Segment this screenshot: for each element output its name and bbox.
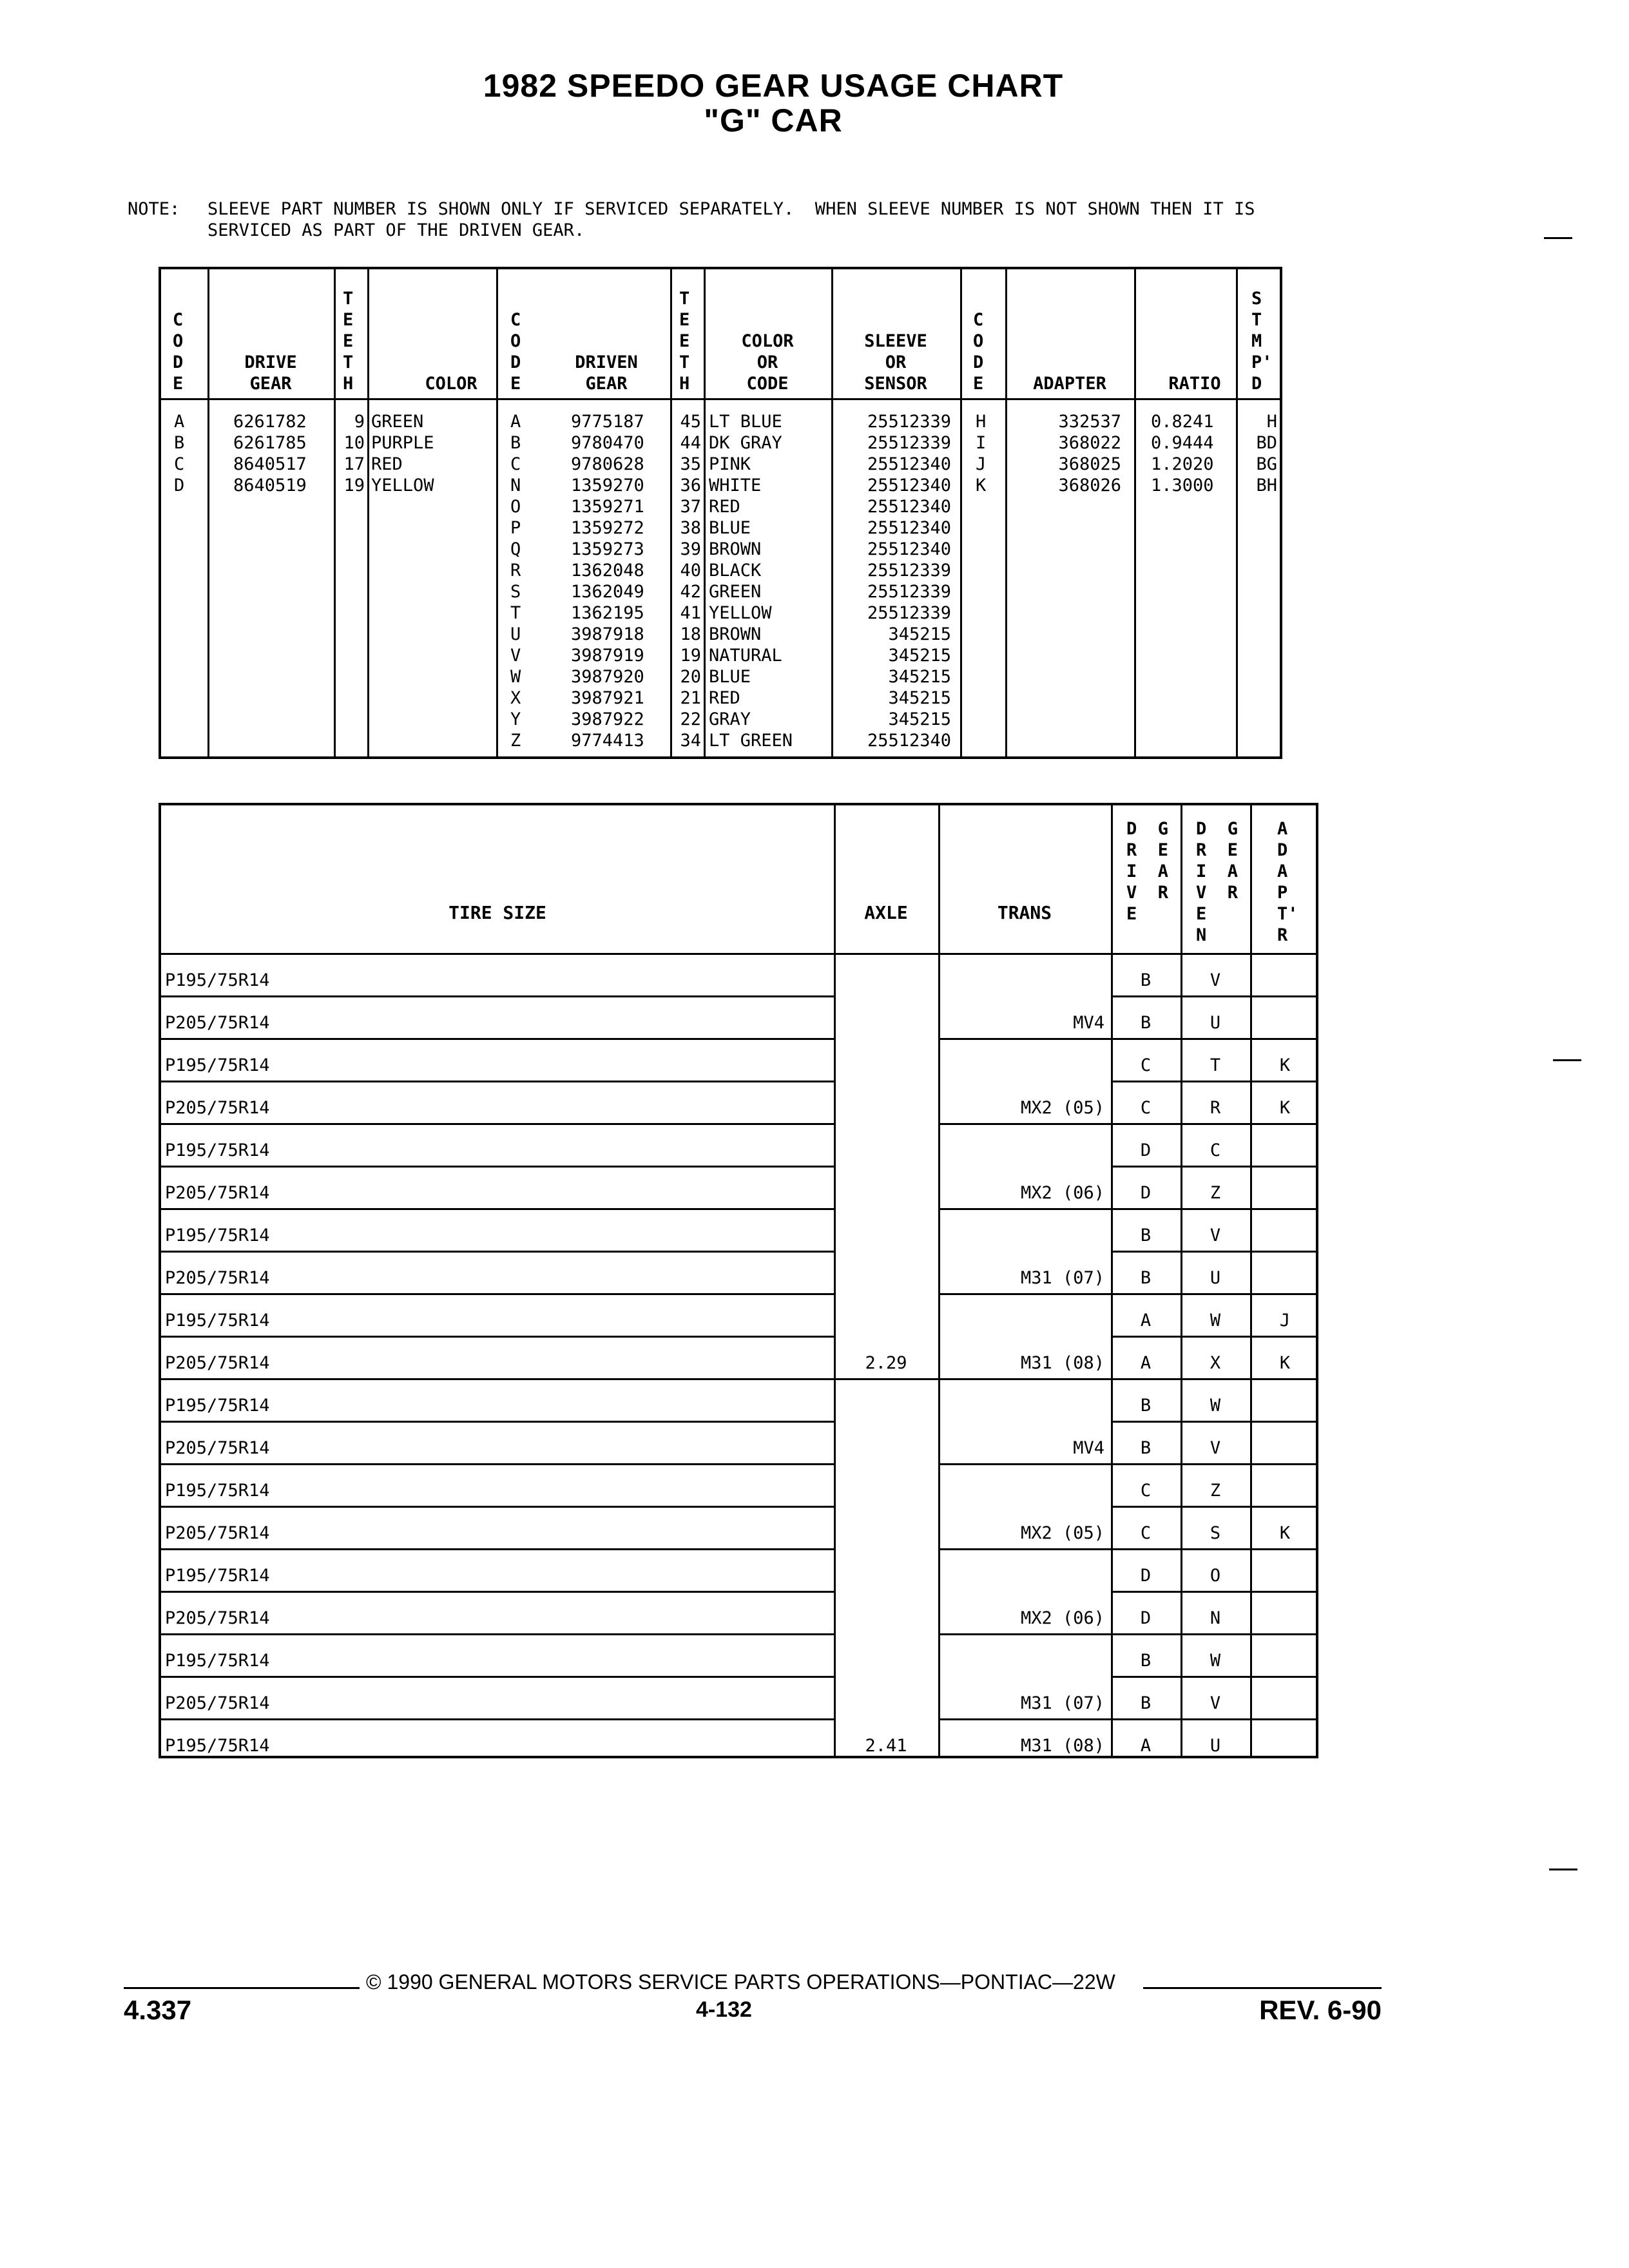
header-color: COLOR bbox=[425, 374, 477, 394]
footer-page-number: 4-132 bbox=[696, 1997, 752, 2022]
drive-gear-cell: D bbox=[1140, 1183, 1152, 1203]
driven-teeth: 45 44 35 36 37 38 39 40 42 41 18 19 20 21 22 34 bbox=[680, 412, 701, 751]
drive-gear-cell: C bbox=[1140, 1481, 1152, 1501]
tire-size-cell: P205/75R14 bbox=[165, 1098, 270, 1118]
drive-gear-cell: B bbox=[1140, 1396, 1152, 1416]
tire-size-cell: P195/75R14 bbox=[165, 1311, 270, 1331]
header-drive-gear: DRIVE GEAR bbox=[244, 352, 297, 394]
driven-codes: A B C N O P Q R S T U V W X Y Z bbox=[510, 412, 521, 751]
driven-gear-cell: C bbox=[1210, 1140, 1221, 1160]
footer-copyright: © 1990 GENERAL MOTORS SERVICE PARTS OPERATIONS—PONTIAC—22W bbox=[366, 1970, 1115, 1994]
trans-label: MV4 bbox=[1073, 1438, 1104, 1458]
driven-gear-cell: W bbox=[1210, 1396, 1221, 1416]
drive-gear-cell: D bbox=[1140, 1566, 1152, 1586]
driven-gear-cell: X bbox=[1210, 1353, 1221, 1373]
drive-gear-cell: B bbox=[1140, 1013, 1152, 1033]
adapter-numbers: 332537 368022 368025 368026 bbox=[1058, 412, 1121, 495]
margin-mark bbox=[1549, 1869, 1577, 1870]
driven-gear-cell: W bbox=[1210, 1651, 1221, 1671]
sleeve-numbers: 25512339 25512339 25512340 25512340 25512340 25512340 25512340 25512339 25512339 25512339 345215 345215 345215 345215 345215 25512340 bbox=[867, 412, 951, 751]
drive-gear-cell: B bbox=[1140, 970, 1152, 990]
header-teeth: T E E T H bbox=[679, 289, 690, 394]
driven-gear-cell: U bbox=[1210, 1268, 1221, 1288]
tire-size-cell: P205/75R14 bbox=[165, 1693, 270, 1713]
trans-label: MX2 (06) bbox=[1020, 1183, 1104, 1203]
adapter-codes: H I J K bbox=[976, 412, 987, 495]
drive-colors: GREEN PURPLE RED YELLOW bbox=[371, 412, 434, 495]
driven-gear-cell: N bbox=[1210, 1608, 1221, 1628]
adapter-cell: K bbox=[1279, 1353, 1291, 1373]
tire-size-cell: P195/75R14 bbox=[165, 970, 270, 990]
trans-label: MV4 bbox=[1073, 1013, 1104, 1033]
header-color-or-code: COLOR OR CODE bbox=[741, 331, 794, 394]
header-drive-gear: D G R E I A V R E bbox=[1126, 819, 1169, 924]
driven-gears: 9775187 9780470 9780628 1359270 1359271 1359272 1359273 1362048 1362049 1362195 3987918 3987919 3987920 3987921 3987922 9774413 bbox=[571, 412, 644, 751]
drive-gear-cell: C bbox=[1140, 1098, 1152, 1118]
adapter-cell: J bbox=[1279, 1311, 1291, 1331]
axle-ratio: 2.41 bbox=[865, 1736, 907, 1756]
tire-size-cell: P195/75R14 bbox=[165, 1055, 270, 1075]
header-code: C O D E bbox=[973, 310, 984, 394]
trans-label: M31 (07) bbox=[1020, 1268, 1104, 1288]
driven-gear-cell: R bbox=[1210, 1098, 1221, 1118]
tire-size-cell: P195/75R14 bbox=[165, 1651, 270, 1671]
drive-gears: 6261782 6261785 8640517 8640519 bbox=[233, 412, 307, 495]
drive-gear-cell: B bbox=[1140, 1225, 1152, 1245]
drive-gear-cell: C bbox=[1140, 1523, 1152, 1543]
tire-size-cell: P195/75R14 bbox=[165, 1736, 270, 1756]
tire-size-cell: P195/75R14 bbox=[165, 1140, 270, 1160]
drive-gear-cell: D bbox=[1140, 1140, 1152, 1160]
driven-gear-cell: U bbox=[1210, 1013, 1221, 1033]
drive-gear-cell: A bbox=[1140, 1736, 1152, 1756]
page-subtitle: "G" CAR bbox=[704, 102, 843, 139]
axle-ratio: 2.29 bbox=[865, 1353, 907, 1373]
note-line-2: SERVICED AS PART OF THE DRIVEN GEAR. bbox=[207, 220, 585, 240]
drive-teeth: 9 10 17 19 bbox=[343, 412, 365, 495]
driven-gear-cell: U bbox=[1210, 1736, 1221, 1756]
footer-section-number: 4.337 bbox=[124, 1995, 192, 2025]
driven-gear-cell: V bbox=[1210, 1693, 1221, 1713]
footer-rule bbox=[1143, 1987, 1382, 1989]
ratios: 0.8241 0.9444 1.2020 1.3000 bbox=[1151, 412, 1214, 495]
drive-gear-cell: B bbox=[1140, 1693, 1152, 1713]
tire-size-cell: P205/75R14 bbox=[165, 1438, 270, 1458]
drive-gear-cell: B bbox=[1140, 1438, 1152, 1458]
trans-label: M31 (08) bbox=[1020, 1353, 1104, 1373]
trans-label: M31 (08) bbox=[1020, 1736, 1104, 1756]
gear-table bbox=[159, 267, 1282, 759]
header-trans: TRANS bbox=[997, 902, 1052, 923]
drive-codes: A B C D bbox=[174, 412, 185, 495]
margin-mark bbox=[1553, 1059, 1581, 1061]
adapter-cell: K bbox=[1279, 1523, 1291, 1543]
tire-size-cell: P205/75R14 bbox=[165, 1268, 270, 1288]
tire-size-cell: P195/75R14 bbox=[165, 1566, 270, 1586]
driven-gear-cell: V bbox=[1210, 970, 1221, 990]
header-adapter: ADAPTER bbox=[1033, 374, 1106, 394]
driven-gear-cell: V bbox=[1210, 1225, 1221, 1245]
drive-gear-cell: A bbox=[1140, 1353, 1152, 1373]
drive-gear-cell: D bbox=[1140, 1608, 1152, 1628]
header-code: C O D E bbox=[510, 310, 521, 394]
tire-size-cell: P205/75R14 bbox=[165, 1353, 270, 1373]
drive-gear-cell: A bbox=[1140, 1311, 1152, 1331]
tire-size-cell: P195/75R14 bbox=[165, 1396, 270, 1416]
note-line-1: SLEEVE PART NUMBER IS SHOWN ONLY IF SERVICED SEPARATELY. WHEN SLEEVE NUMBER IS NOT SHOWN THEN IT IS bbox=[207, 199, 1255, 219]
tire-table bbox=[159, 803, 1318, 1758]
header-code: C O D E bbox=[173, 310, 184, 394]
tire-size-cell: P205/75R14 bbox=[165, 1183, 270, 1203]
driven-gear-cell: W bbox=[1210, 1311, 1221, 1331]
note-label: NOTE: bbox=[128, 199, 180, 219]
stmpd-codes: H BD BG BH bbox=[1256, 412, 1277, 495]
driven-gear-cell: T bbox=[1210, 1055, 1221, 1075]
header-ratio: RATIO bbox=[1168, 374, 1221, 394]
tire-size-cell: P195/75R14 bbox=[165, 1481, 270, 1501]
tire-size-cell: P195/75R14 bbox=[165, 1225, 270, 1245]
tire-size-cell: P205/75R14 bbox=[165, 1013, 270, 1033]
driven-gear-cell: Z bbox=[1210, 1183, 1221, 1203]
trans-label: MX2 (06) bbox=[1020, 1608, 1104, 1628]
driven-gear-cell: S bbox=[1210, 1523, 1221, 1543]
driven-gear-cell: V bbox=[1210, 1438, 1221, 1458]
driven-gear-cell: O bbox=[1210, 1566, 1221, 1586]
header-sleeve-or-sensor: SLEEVE OR SENSOR bbox=[864, 331, 927, 394]
drive-gear-cell: B bbox=[1140, 1268, 1152, 1288]
header-axle: AXLE bbox=[864, 902, 908, 923]
footer-rule bbox=[124, 1987, 360, 1989]
header-adapter: A D A P T' R bbox=[1277, 819, 1298, 945]
adapter-cell: K bbox=[1279, 1098, 1291, 1118]
tire-size-cell: P205/75R14 bbox=[165, 1523, 270, 1543]
margin-mark bbox=[1544, 237, 1572, 239]
header-driven-gear: DRIVEN GEAR bbox=[575, 352, 638, 394]
tire-size-cell: P205/75R14 bbox=[165, 1608, 270, 1628]
header-driven-gear: D G R E I A V R E N bbox=[1196, 819, 1239, 945]
trans-label: M31 (07) bbox=[1020, 1693, 1104, 1713]
drive-gear-cell: C bbox=[1140, 1055, 1152, 1075]
adapter-cell: K bbox=[1279, 1055, 1291, 1075]
header-tire-size: TIRE SIZE bbox=[448, 902, 546, 923]
header-stmpd: S T M P' D bbox=[1251, 289, 1273, 394]
trans-label: MX2 (05) bbox=[1020, 1523, 1104, 1543]
drive-gear-cell: B bbox=[1140, 1651, 1152, 1671]
page-title: 1982 SPEEDO GEAR USAGE CHART bbox=[483, 68, 1064, 104]
header-teeth: T E E T H bbox=[343, 289, 354, 394]
footer-revision: REV. 6-90 bbox=[1259, 1995, 1382, 2025]
trans-label: MX2 (05) bbox=[1020, 1098, 1104, 1118]
driven-colors: LT BLUE DK GRAY PINK WHITE RED BLUE BROWN BLACK GREEN YELLOW BROWN NATURAL BLUE RED GRAY LT GREEN bbox=[709, 412, 793, 751]
driven-gear-cell: Z bbox=[1210, 1481, 1221, 1501]
